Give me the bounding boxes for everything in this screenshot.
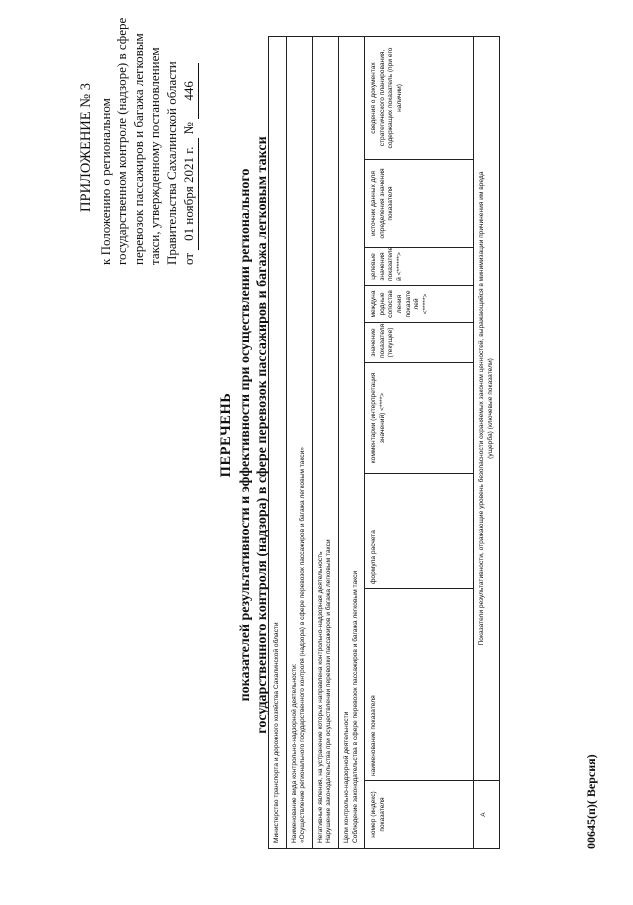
goals-value: Соблюдение законодательства в сфере перевозок пассажиров и багажа легковым такси — [351, 570, 359, 843]
activity-value: «Осуществление регионального государственного контроля (надзора) в сфере перевозок пассажиров и багажа легковым такси» — [299, 447, 307, 843]
section-a-index: А — [474, 780, 499, 848]
section-a-line-2: (ущерба) (ключевые показатели) — [486, 358, 494, 459]
appendix-line: такси, утвержденному постановлением — [147, 47, 162, 265]
activity-row — [287, 37, 313, 848]
heading-line-2: государственного контроля (надзора) в сфере перевозок пассажиров и багажа легковым такси — [255, 136, 270, 734]
negative-label: Негативные явления, на устранение которых направлена контрольно-надзорная деятельность — [316, 551, 324, 843]
date-prefix: от — [181, 252, 196, 265]
version-code: 00645(п)( Версия) — [584, 754, 598, 849]
appendix-number: 446 — [181, 63, 199, 119]
activity-label: Наименование вида контрольно-надзорной деятельности: — [290, 663, 298, 843]
appendix-date-line — [181, 30, 199, 265]
col-name: наименование показателя — [365, 588, 473, 780]
appendix-line: перевозок пассажиров и багажа легковым — [130, 33, 146, 265]
col-strategic: сведения о документах стратегического планирования, содержащих показатель (при его наличии) — [370, 47, 403, 149]
negative-value: Нарушение законодательства при осуществлении перевозки пассажиров и багажа легковым такси — [325, 539, 333, 843]
heading-title: ПЕРЕЧЕНЬ — [218, 392, 234, 478]
appendix-block — [78, 17, 199, 265]
organ-row — [269, 37, 287, 848]
appendix-title: ПРИЛОЖЕНИЕ № 3 — [78, 83, 94, 212]
appendix-date: 01 ноября 2021 г. — [181, 138, 199, 250]
col-sources: источник данных для определения значения показателя — [365, 159, 473, 247]
appendix-line: государственном контроле (надзоре) в сфере — [114, 17, 129, 265]
col-current-value: значение показателя (текущее) — [365, 322, 473, 362]
heading-line-1: показателей результативности и эффективности при осуществлении регионального — [238, 168, 253, 702]
col-comments: комментарии (интерпретация значений) <****> — [365, 362, 473, 473]
number-label: № — [181, 122, 196, 135]
col-formula: формула расчета — [365, 473, 473, 588]
appendix-line: Правительства Сахалинской области — [163, 61, 179, 265]
column-header-row — [365, 37, 474, 848]
negative-row — [313, 37, 339, 848]
goals-label: Цели контрольно-надзорной деятельности — [342, 711, 350, 843]
section-a-line-1: Показатели результативности, отражающие уровень безопасности охраняемых законом ценностей, выражающийся в минимизации причинения им вреда — [478, 171, 486, 646]
section-a-text — [474, 37, 499, 780]
col-target: целевые значения показателе й <******> — [365, 247, 473, 285]
appendix-line: к Положению о региональном — [97, 98, 113, 265]
document-heading — [218, 95, 271, 775]
section-a-row — [474, 37, 499, 848]
col-international: междуна родные сопостав ления показате лей <*****> — [365, 285, 473, 322]
indicators-table — [268, 36, 500, 849]
organ-name: Министерство транспорта и дорожного хозяйства Сахалинской области — [273, 622, 280, 843]
goals-row — [339, 37, 365, 848]
col-number: номер (индекс) показателя — [365, 780, 473, 848]
